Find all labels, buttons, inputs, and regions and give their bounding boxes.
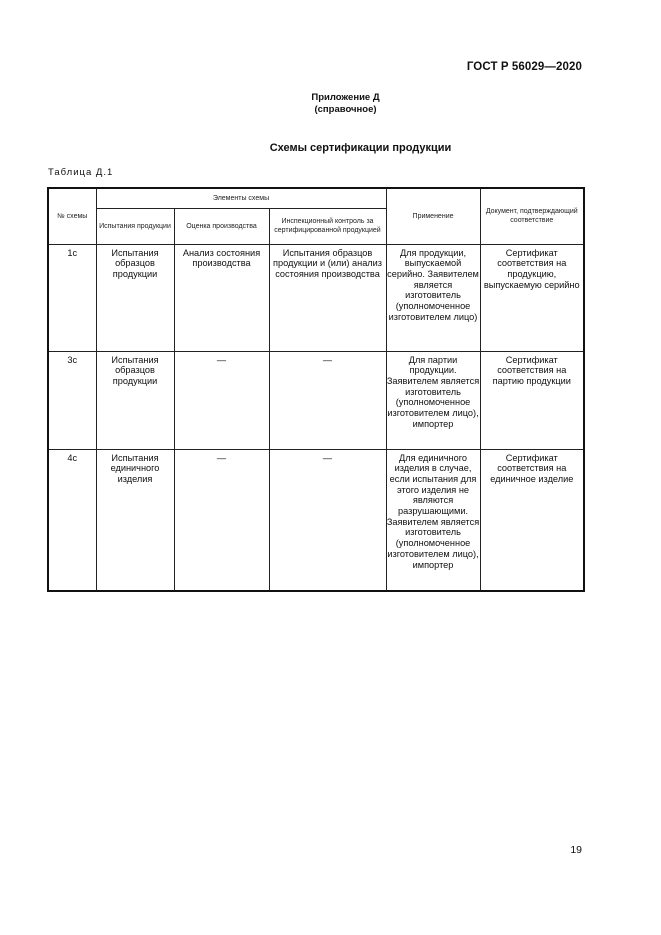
cell-assessment: Анализ состояния производства bbox=[174, 244, 269, 351]
cell-document: Сертификат соответствия на партию продукции bbox=[480, 351, 584, 449]
header-conformity-document: Документ, подтверждающий соответствие bbox=[480, 188, 584, 244]
table-caption: Таблица Д.1 bbox=[48, 167, 114, 178]
header-scheme-elements: Элементы схемы bbox=[96, 188, 386, 208]
page-number: 19 bbox=[570, 844, 582, 856]
cell-scheme-number: 1с bbox=[48, 244, 96, 351]
cell-scheme-number: 3с bbox=[48, 351, 96, 449]
cell-inspection: — bbox=[269, 351, 386, 449]
cell-application: Для партии продукции. Заявителем является изготовитель (уполномоченное изготовителем лицо), импортер bbox=[386, 351, 480, 449]
appendix-title: Приложение Д bbox=[311, 92, 380, 103]
table-row bbox=[48, 244, 584, 351]
header-application: Применение bbox=[386, 188, 480, 244]
cell-scheme-number: 4с bbox=[48, 449, 96, 591]
certification-schemes-table bbox=[47, 187, 585, 592]
header-inspection-control: Инспекционный контроль за сертифицированной продукцией bbox=[269, 208, 386, 244]
cell-document: Сертификат соответствия на продукцию, выпускаемую серийно bbox=[480, 244, 584, 351]
cell-inspection: — bbox=[269, 449, 386, 591]
appendix-subtitle: (справочное) bbox=[314, 104, 377, 115]
table-row bbox=[48, 351, 584, 449]
document-code: ГОСТ Р 56029—2020 bbox=[466, 61, 582, 73]
appendix-heading bbox=[0, 92, 661, 116]
cell-tests: Испытания единичного изделия bbox=[96, 449, 174, 591]
cell-application: Для продукции, выпускаемой серийно. Заявителем является изготовитель (уполномоченное изготовителем лицо) bbox=[386, 244, 480, 351]
cell-tests: Испытания образцов продукции bbox=[96, 351, 174, 449]
cell-application: Для единичного изделия в случае, если испытания для этого изделия не являются разрушающими. Заявителем является изготовитель (уполномоченное изготовителем лицо), импортер bbox=[386, 449, 480, 591]
section-title: Схемы сертификации продукции bbox=[269, 142, 452, 154]
table-row bbox=[48, 449, 584, 591]
cell-assessment: — bbox=[174, 351, 269, 449]
header-product-tests: Испытания продукции bbox=[96, 208, 174, 244]
cell-tests: Испытания образцов продукции bbox=[96, 244, 174, 351]
cell-inspection: Испытания образцов продукции и (или) анализ состояния производства bbox=[269, 244, 386, 351]
header-scheme-number: № схемы bbox=[48, 188, 96, 244]
cell-assessment: — bbox=[174, 449, 269, 591]
cell-document: Сертификат соответствия на единичное изделие bbox=[480, 449, 584, 591]
header-production-assessment: Оценка производства bbox=[174, 208, 269, 244]
